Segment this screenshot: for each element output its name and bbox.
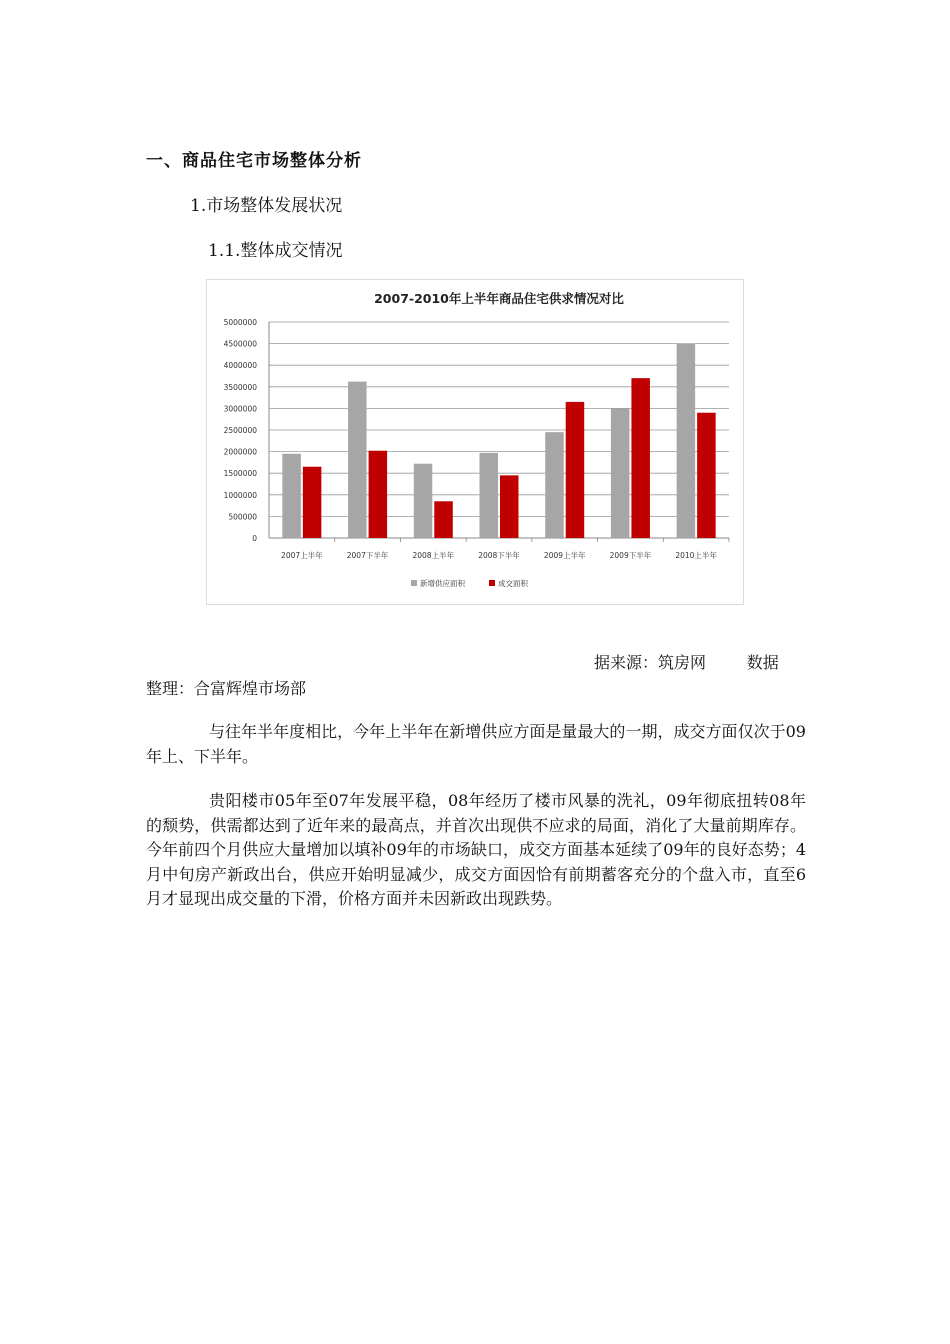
x-tick-label: 2010上半年 xyxy=(675,551,717,560)
bar-supply xyxy=(480,453,499,538)
y-tick-label: 2500000 xyxy=(223,426,257,435)
x-tick-label: 2007上半年 xyxy=(281,551,323,560)
y-tick-label: 500000 xyxy=(228,512,257,522)
source-line-2: 整理：合富辉煌市场部 xyxy=(146,679,307,698)
bar-supply xyxy=(677,344,696,538)
y-tick-label: 1000000 xyxy=(223,490,257,500)
bar-supply xyxy=(545,432,564,538)
paragraph-1: 与往年半年度相比，今年上半年在新增供应方面是量最大的一期，成交方面仅次于09年上、下半年。 xyxy=(146,722,806,766)
chart-title: 2007-2010年上半年商品住宅供求情况对比 xyxy=(374,291,624,306)
bar-deal xyxy=(303,467,322,538)
x-tick-label: 2009上半年 xyxy=(543,551,586,560)
bar-supply xyxy=(348,382,367,538)
y-tick-label: 5000000 xyxy=(223,318,257,327)
y-tick-label: 2000000 xyxy=(223,447,257,457)
y-tick-label: 0 xyxy=(252,534,257,543)
section-heading: 一、商品住宅市场整体分析 xyxy=(146,151,362,171)
bar-chart xyxy=(206,279,744,605)
bar-deal xyxy=(631,378,650,538)
y-tick-label: 4000000 xyxy=(223,361,257,371)
chart-svg xyxy=(207,280,745,606)
legend-swatch xyxy=(411,580,417,586)
bar-supply xyxy=(611,408,630,538)
y-tick-label: 3000000 xyxy=(223,404,257,414)
sub-subsection-heading: 1.1.整体成交情况 xyxy=(208,241,343,261)
legend-label: 新增供应面积 xyxy=(420,579,465,588)
y-tick-label: 4500000 xyxy=(223,339,257,349)
paragraph-2: 贵阳楼市05年至07年发展平稳，08年经历了楼市风暴的洗礼，09年彻底扭转08年的颓势，供需都达到了近年来的最高点，并首次出现供不应求的局面，消化了大量前期库存。今年前四个月供应大量增加以填补09年的市场缺口，成交方面基本延续了09年的良好态势；4月中旬房产新政出台，供应开始明显减少，成交方面因恰有前期蓄客充分的个盘入市，直至6月才显现出成交量的下滑，价格方面并未因新政出现跌势。 xyxy=(146,791,806,909)
legend-label: 成交面积 xyxy=(498,579,528,588)
bar-deal xyxy=(500,475,519,538)
bar-deal xyxy=(566,402,585,538)
bar-supply xyxy=(414,464,433,538)
y-tick-label: 1500000 xyxy=(223,469,257,479)
x-tick-label: 2007下半年 xyxy=(346,551,389,560)
source-line-1: 据来源：筑房网 数据 xyxy=(594,653,779,672)
legend-swatch xyxy=(489,580,495,586)
bar-deal xyxy=(434,501,453,538)
subsection-heading: 1.市场整体发展状况 xyxy=(190,196,343,216)
x-tick-label: 2008上半年 xyxy=(412,551,455,560)
y-tick-label: 3500000 xyxy=(223,382,257,392)
bar-supply xyxy=(282,454,301,538)
bar-deal xyxy=(697,413,716,538)
x-tick-label: 2008下半年 xyxy=(478,551,520,560)
x-tick-label: 2009下半年 xyxy=(609,551,652,560)
bar-deal xyxy=(369,451,388,538)
